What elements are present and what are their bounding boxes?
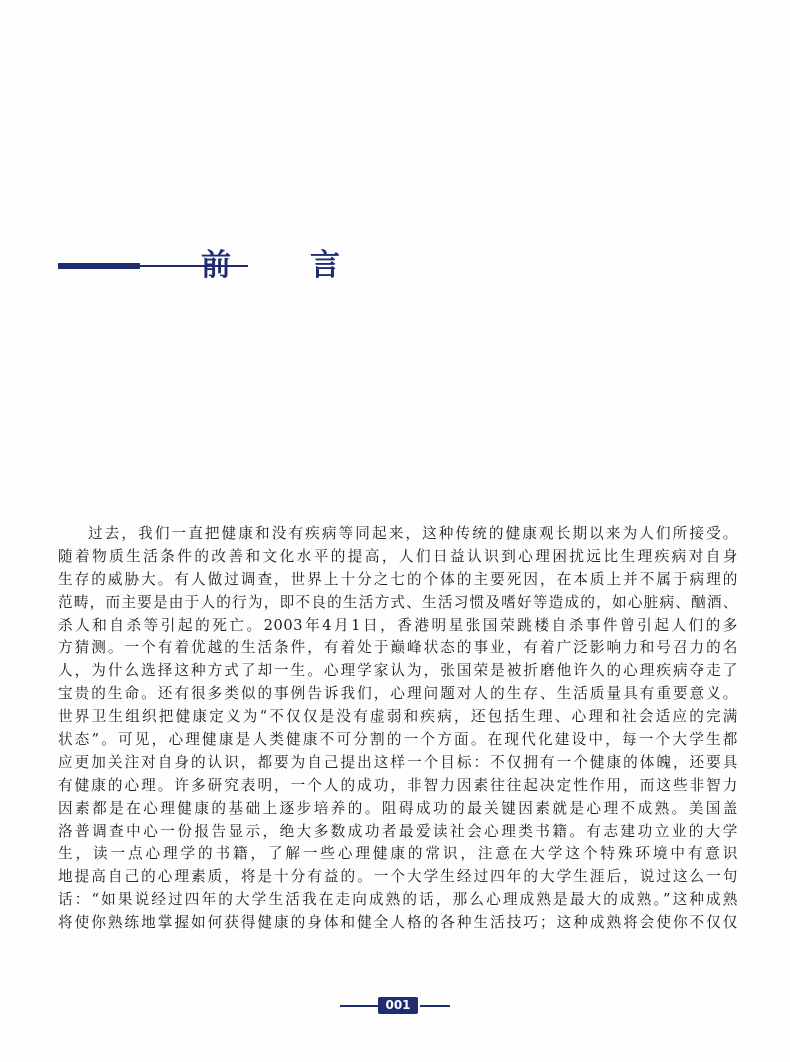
- body-line: 过去，我们一直把健康和没有疾病等同起来，这种传统的健康观长期以来为人们所接受。: [88, 525, 738, 542]
- body-line: 人，为什么选择这种方式了却一生。心理学家认为，张国荣是被折磨他许久的心理疾病夺走了: [58, 662, 738, 680]
- heading-char-1: 前: [201, 248, 231, 283]
- body-paragraph: [58, 523, 738, 935]
- body-line: 方猜测。一个有着优越的生活条件，有着处于巅峰状态的事业，有着广泛影响力和号召力的名: [58, 639, 738, 657]
- body-line: 有健康的心理。许多研究表明，一个人的成功，非智力因素往往起决定性作用，而这些非智力: [58, 776, 738, 794]
- body-line: 将使你熟练地掌握如何获得健康的身体和健全人格的各种生活技巧；这种成熟将会使你不仅仅: [58, 914, 738, 932]
- body-line: 生存的威胁大。有人做过调查，世界上十分之七的个体的主要死因，在本质上并不属于病理的: [58, 570, 738, 588]
- chapter-heading: [58, 248, 458, 288]
- body-line: 状态”。可见，心理健康是人类健康不可分割的一个方面。在现代化建设中，每一个大学生都: [58, 731, 738, 749]
- body-line: 因素都是在心理健康的基础上逐步培养的。阻碍成功的最关键因素就是心理不成熟。美国盖: [58, 799, 738, 817]
- body-line: 应更加关注对自身的认识，都要为自己提出这样一个目标：不仅拥有一个健康的体魄，还要具: [58, 753, 738, 771]
- page-number-label: 001: [378, 997, 418, 1014]
- body-line: 宝贵的生命。还有很多类似的事例告诉我们，心理问题对人的生存、生活质量具有重要意义。: [58, 685, 738, 703]
- body-line: 杀人和自杀等引起的死亡。2003年4月1日，香港明星张国荣跳楼自杀事件曾引起人们的多: [58, 616, 738, 634]
- body-line: 随着物质生活条件的改善和文化水平的提高，人们日益认识到心理困扰远比生理疾病对自身: [58, 547, 738, 565]
- body-line: 生，读一点心理学的书籍，了解一些心理健康的常识，注意在大学这个特殊环境中有意识: [58, 845, 738, 863]
- page-number-rule-left: [340, 1005, 378, 1007]
- body-line: 洛普调查中心一份报告显示，绝大多数成功者最爱读社会心理类书籍。有志建功立业的大学: [58, 822, 738, 840]
- page-number: [340, 996, 450, 1016]
- body-line: 范畴，而主要是由于人的行为，即不良的生活方式、生活习惯及嗜好等造成的，如心脏病、酗酒、: [58, 593, 738, 611]
- body-line: 世界卫生组织把健康定义为“不仅仅是没有虚弱和疾病，还包括生理、心理和社会适应的完满: [58, 708, 738, 726]
- body-line: 地提高自己的心理素质，将是十分有益的。一个大学生经过四年的大学生涯后，说过这么一句: [58, 868, 738, 886]
- body-line: 话：“如果说经过四年的大学生活我在走向成熟的话，那么心理成熟是最大的成熟。”这种成熟: [58, 891, 738, 909]
- heading-char-2: 言: [310, 248, 340, 283]
- heading-rule-thin: [140, 265, 248, 267]
- heading-rule-thick: [58, 263, 140, 269]
- page-number-rule-right: [420, 1005, 450, 1007]
